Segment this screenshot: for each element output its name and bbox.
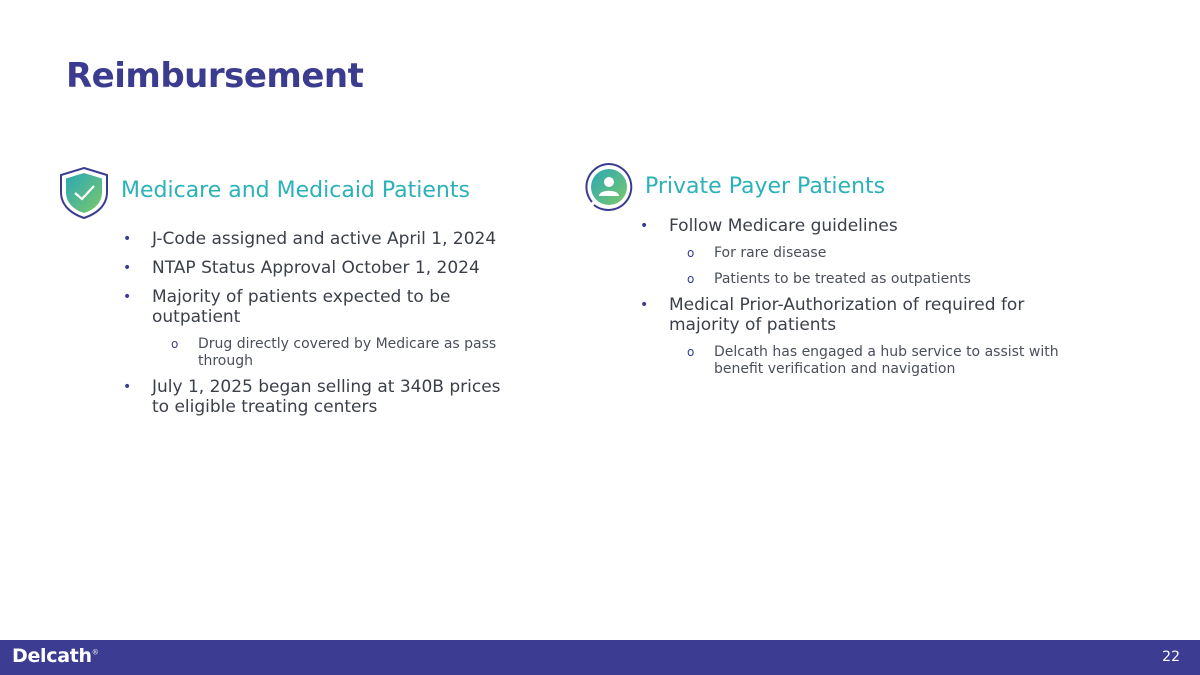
medicare-heading: Medicare and Medicaid Patients: [121, 178, 470, 203]
circle-bullet-icon: o: [687, 272, 695, 286]
list-item: • July 1, 2025 began selling at 340B prices to eligible treating centers: [123, 377, 501, 417]
page-title: Reimbursement: [66, 56, 364, 96]
sub-list-item: o Delcath has engaged a hub service to assist with benefit verification and navigation: [687, 344, 1059, 377]
bullet-icon: •: [640, 297, 649, 313]
bullet-icon: •: [123, 231, 132, 247]
medicare-bullet-list: [123, 229, 512, 417]
circle-bullet-icon: o: [687, 345, 695, 359]
delcath-logo: Delcath®: [12, 645, 99, 667]
list-item: • Medical Prior-Authorization of required for majority of patients o Delcath has engaged a hub service to assist with benefit verification and navigation: [669, 295, 1069, 378]
sub-list-item: o For rare disease: [687, 245, 827, 261]
bullet-icon: •: [123, 260, 132, 276]
footer-bar: [0, 640, 1200, 675]
sub-list-item: o Patients to be treated as outpatients: [687, 271, 971, 287]
bullet-icon: •: [640, 218, 649, 234]
page-number: 22: [1162, 649, 1180, 665]
person-badge-icon: [584, 162, 634, 216]
bullet-icon: •: [123, 289, 132, 305]
list-item: • NTAP Status Approval October 1, 2024: [123, 258, 480, 278]
private-payer-heading: Private Payer Patients: [645, 174, 886, 199]
shield-check-icon: [57, 166, 111, 224]
circle-bullet-icon: o: [687, 246, 695, 260]
list-item: • Follow Medicare guidelines o For rare disease o Patients to be treated as outpatients: [669, 216, 1069, 288]
bullet-icon: •: [123, 379, 132, 395]
private-payer-bullet-list: [640, 216, 1069, 378]
sub-list-item: o Drug directly covered by Medicare as pass through: [171, 336, 497, 369]
list-item: • Majority of patients expected to be outpatient o Drug directly covered by Medicare as pass through: [152, 287, 512, 370]
list-item: • J-Code assigned and active April 1, 2024: [123, 229, 497, 249]
circle-bullet-icon: o: [171, 337, 179, 351]
